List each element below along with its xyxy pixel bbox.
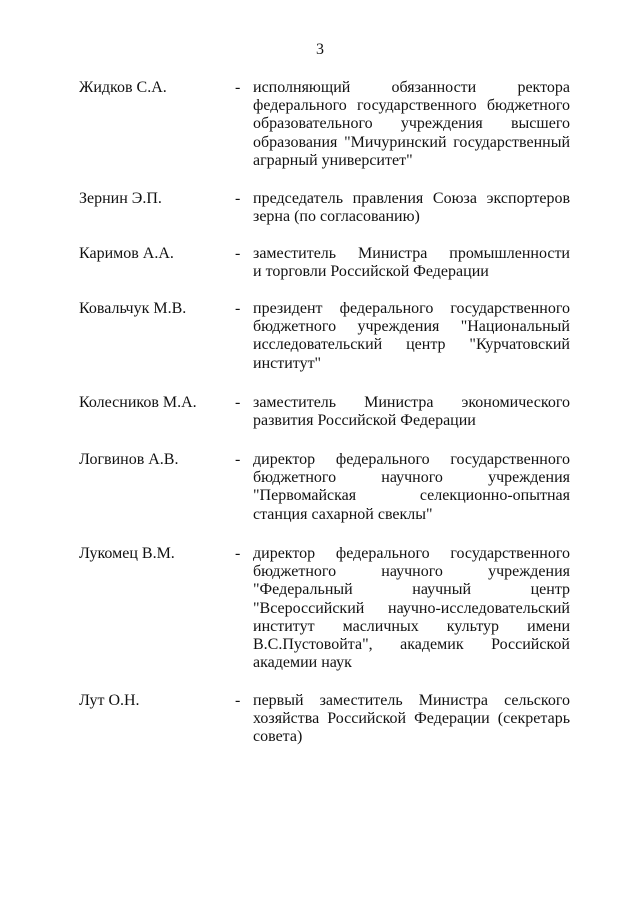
position-line: президент федерального государственного xyxy=(253,300,570,317)
page-number: 3 xyxy=(316,41,324,58)
member-name: Лут О.Н. xyxy=(79,692,140,709)
member-position xyxy=(253,692,570,747)
position-line: первый заместитель Министра сельского xyxy=(253,692,570,709)
position-line: бюджетного научного учреждения xyxy=(253,469,570,487)
position-line: зерна (по согласованию) xyxy=(253,208,420,226)
member-position xyxy=(253,245,570,281)
position-line: председатель правления Союза экспортеров xyxy=(253,190,570,207)
position-line: институт масличных культур имени xyxy=(253,617,570,635)
position-line: бюджетного учреждения "Национальный xyxy=(253,318,570,336)
position-line: исследовательский центр "Курчатовский xyxy=(253,336,570,354)
member-position xyxy=(253,394,570,430)
position-line: исполняющий обязанности ректора xyxy=(253,79,570,96)
position-line: образования "Мичуринский государственный xyxy=(253,133,570,151)
position-line: институт" xyxy=(253,354,322,372)
position-line: заместитель Министра промышленности xyxy=(253,245,570,262)
separator-dash: - xyxy=(235,190,241,207)
position-line: хозяйства Российской Федерации (секретарь xyxy=(253,710,570,728)
position-line: развития Российской Федерации xyxy=(253,412,476,430)
position-line: директор федерального государственного xyxy=(253,451,570,468)
separator-dash: - xyxy=(235,300,241,317)
position-line: В.С.Пустовойта", академик Российской xyxy=(253,635,570,653)
position-line: федерального государственного бюджетного xyxy=(253,97,570,115)
position-line: совета) xyxy=(253,728,303,746)
separator-dash: - xyxy=(235,79,241,96)
position-line: станция сахарной свеклы" xyxy=(253,505,433,523)
member-position xyxy=(253,79,570,170)
position-line: образовательного учреждения высшего xyxy=(253,115,570,133)
position-line: и торговли Российской Федерации xyxy=(253,263,489,281)
position-line: аграрный университет" xyxy=(253,151,413,169)
position-line: директор федерального государственного xyxy=(253,545,570,562)
position-line: заместитель Министра экономического xyxy=(253,394,570,411)
separator-dash: - xyxy=(235,451,241,468)
member-name: Лукомец В.М. xyxy=(79,545,175,562)
member-name: Колесников М.А. xyxy=(79,394,197,411)
position-line: "Первомайская селекционно-опытная xyxy=(253,487,570,505)
member-name: Жидков С.А. xyxy=(79,79,167,96)
separator-dash: - xyxy=(235,545,241,562)
member-name: Зернин Э.П. xyxy=(79,190,162,207)
position-line: академии наук xyxy=(253,654,352,672)
member-position xyxy=(253,190,570,226)
member-name: Каримов А.А. xyxy=(79,245,174,262)
member-position xyxy=(253,451,570,524)
position-line: "Федеральный научный центр xyxy=(253,581,570,599)
member-position xyxy=(253,545,570,672)
member-name: Логвинов А.В. xyxy=(79,451,179,468)
separator-dash: - xyxy=(235,692,241,709)
separator-dash: - xyxy=(235,245,241,262)
position-line: "Всероссийский научно-исследовательский xyxy=(253,599,570,617)
member-position xyxy=(253,300,570,373)
member-name: Ковальчук М.В. xyxy=(79,300,187,317)
position-line: бюджетного научного учреждения xyxy=(253,563,570,581)
separator-dash: - xyxy=(235,394,241,411)
